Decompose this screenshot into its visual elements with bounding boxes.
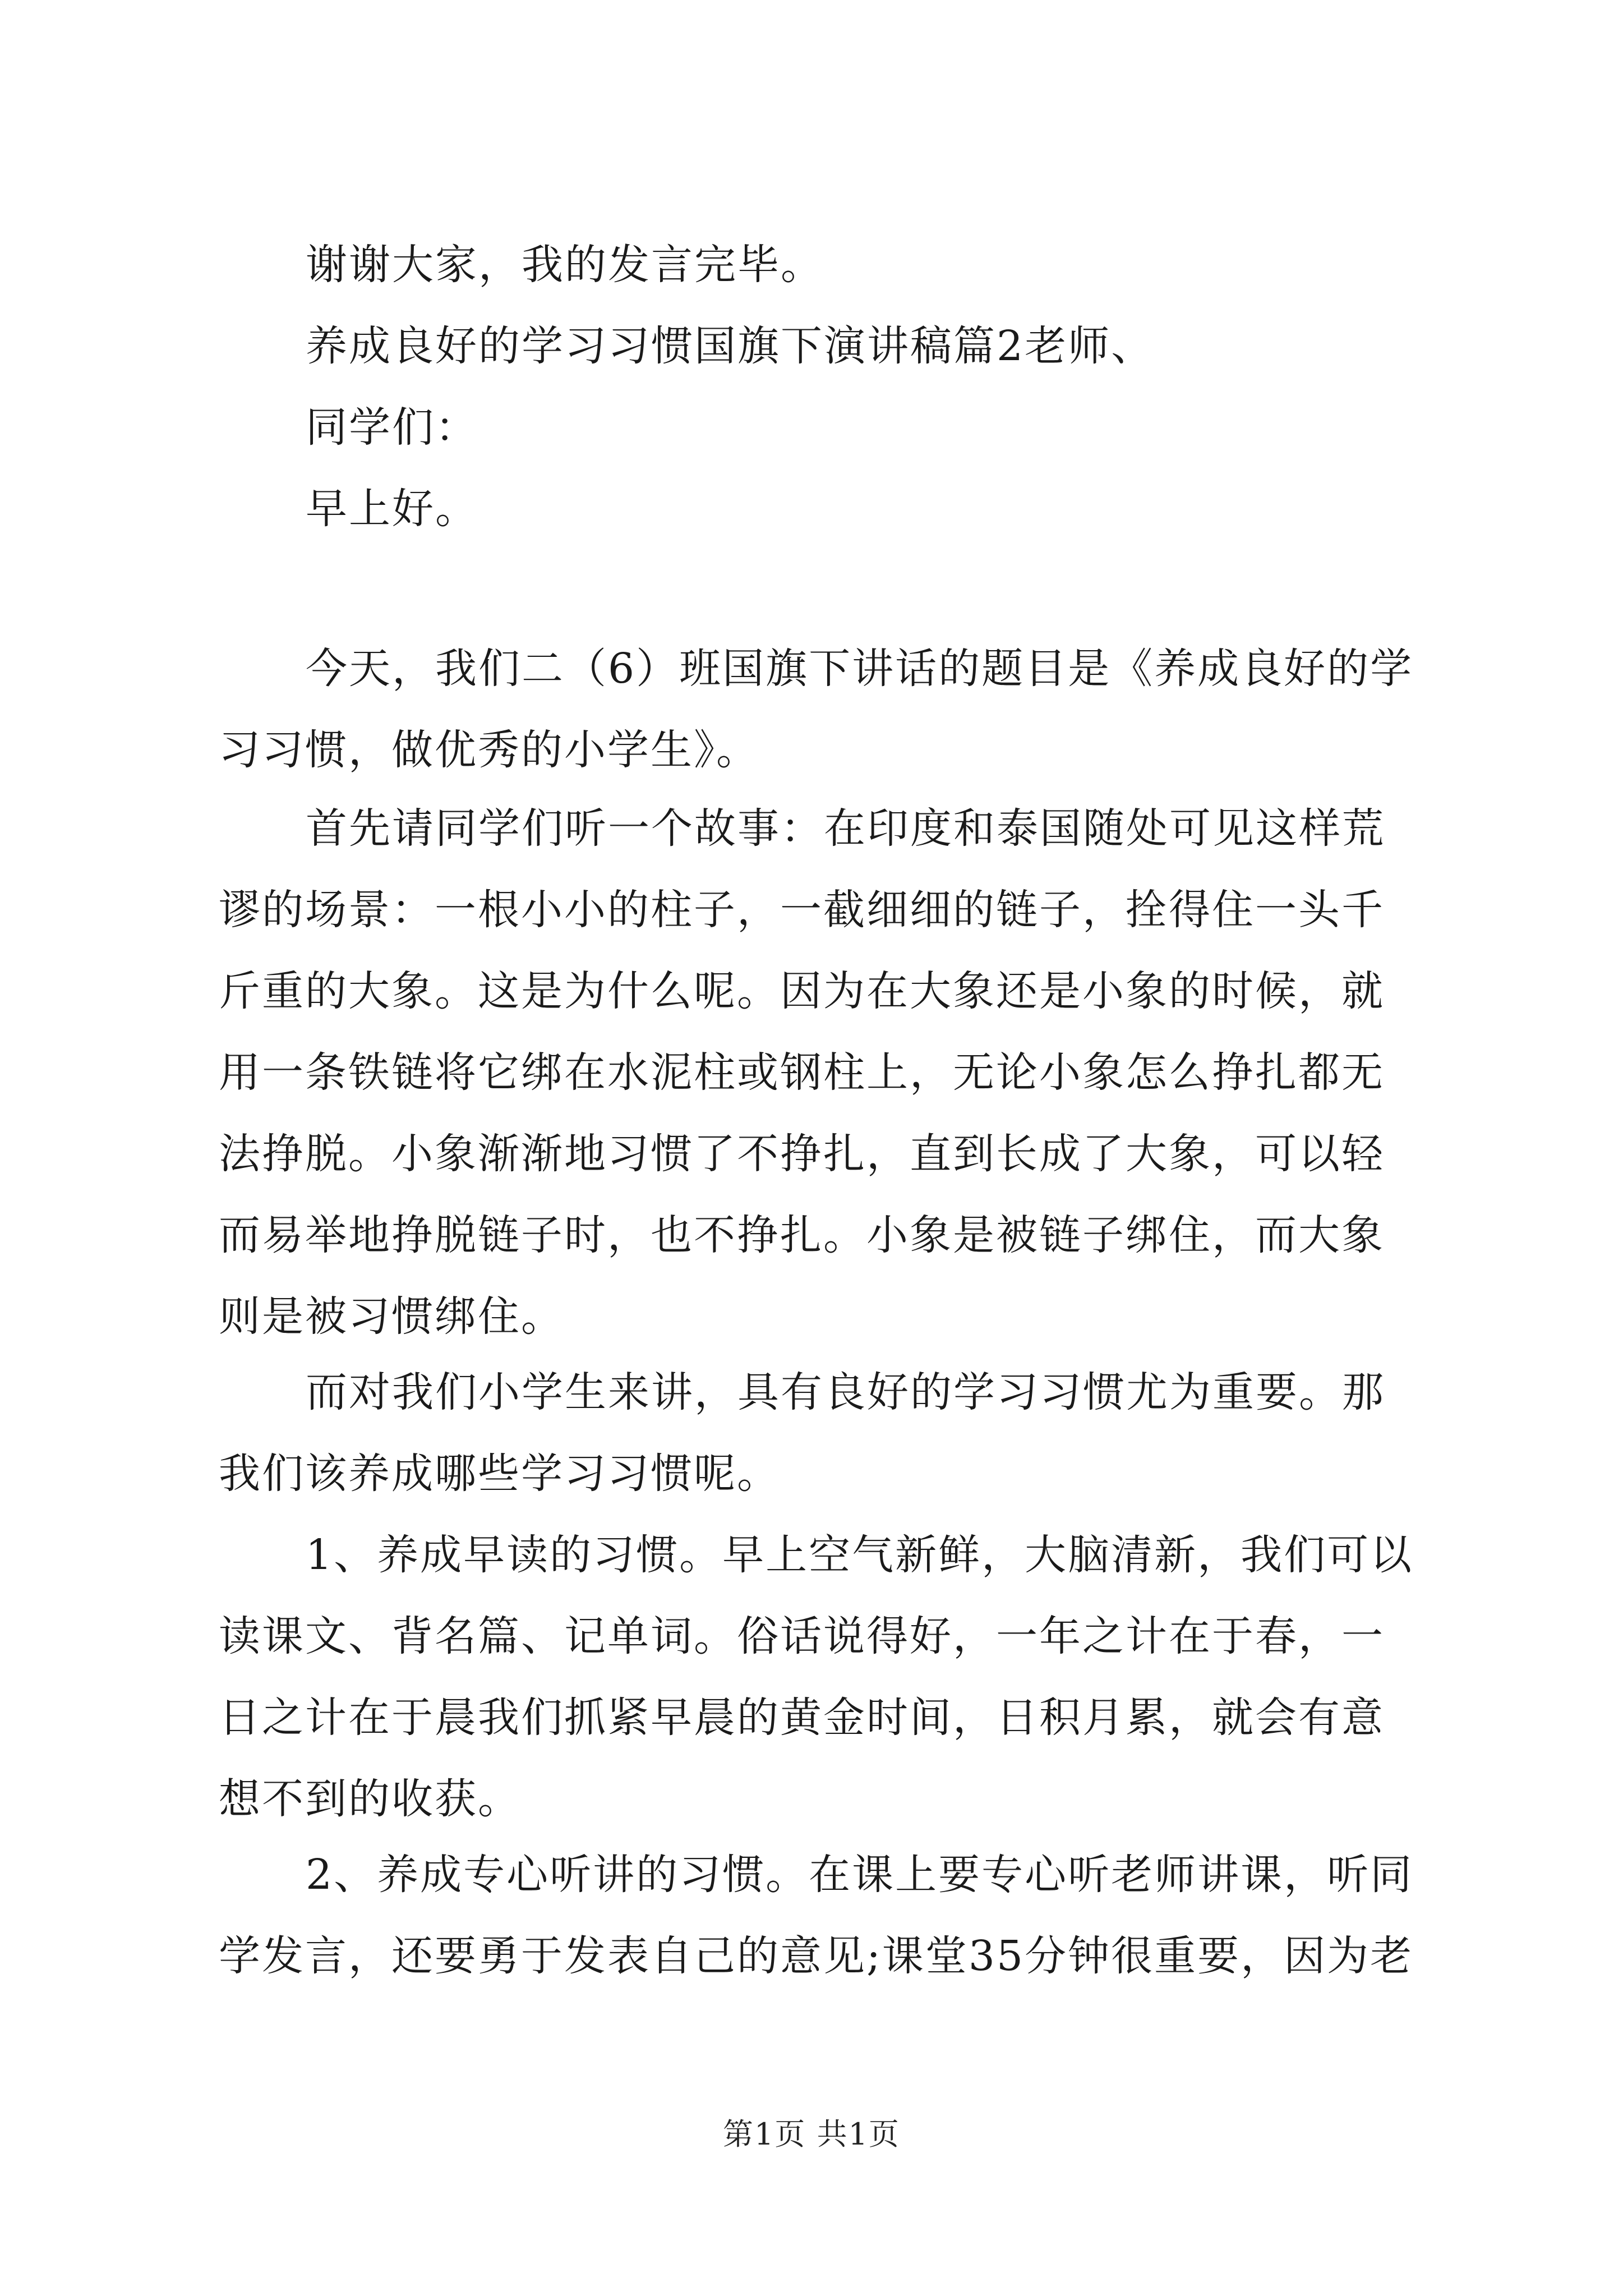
paragraph-closing: 谢谢大家，我的发言完毕。 — [306, 241, 824, 289]
paragraph-good-morning: 早上好。 — [306, 485, 478, 533]
paragraph-morning-reading: 1、养成早读的习惯。早上空气新鲜，大脑清新，我们可以读课文、背名篇、记单词。俗话说得好，一年之计在于春，一日之计在于晨我们抓紧早晨的黄金时间，日积月累，就会有意想不到的收获。 — [219, 1531, 1414, 1823]
paragraph-elephant-story: 首先请同学们听一个故事：在印度和泰国随处可见这样荒谬的场景：一根小小的柱子，一截细细的链子，拴得住一头千斤重的大象。这是为什么呢。因为在大象还是小象的时候，就用一条铁链将它绑在水泥柱或钢柱上，无论小象怎么挣扎都无法挣脱。小象渐渐地习惯了不挣扎，直到长成了大象，可以轻而易举地挣脱链子时，也不挣扎。小象是被链子绑住，而大象则是被习惯绑住。 — [219, 804, 1385, 1341]
paragraph-speech-title: 养成良好的学习习惯国旗下演讲稿篇2老师、 — [306, 322, 1155, 370]
page-footer: 第1页 共1页 — [723, 2116, 900, 2152]
paragraph-attentive-listening: 2、养成专心听讲的习惯。在课上要专心听老师讲课，听同学发言，还要勇于发表自己的意见;课堂35分钟很重要，因为老 — [219, 1851, 1414, 1980]
paragraph-greeting-students: 同学们： — [306, 403, 478, 452]
paragraph-topic: 今天，我们二（6）班国旗下讲话的题目是《养成良好的学习习惯，做优秀的小学生》。 — [219, 645, 1414, 774]
paragraph-habits-importance: 而对我们小学生来讲，具有良好的学习习惯尤为重要。那我们该养成哪些学习习惯呢。 — [219, 1368, 1385, 1498]
